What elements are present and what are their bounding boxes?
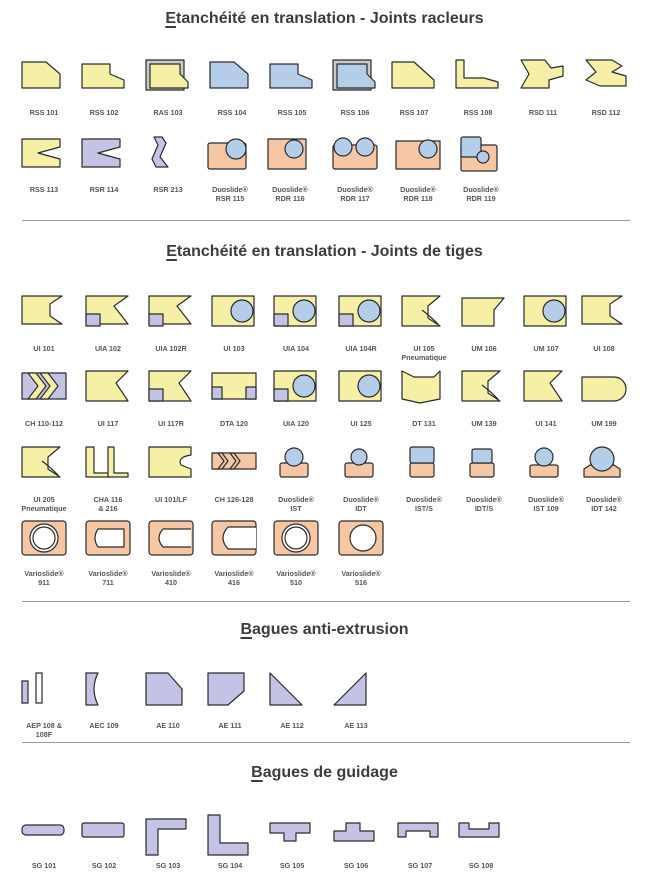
label-line-1: Varioslide® — [214, 569, 254, 578]
profile-shape-icon — [84, 519, 132, 563]
profile-anti-2 — [144, 671, 208, 715]
profile-racleurs-16 — [394, 135, 458, 179]
profile-racleurs-7 — [454, 58, 518, 102]
profile-shape-icon — [400, 294, 448, 338]
label-line-1: Duoslide® — [463, 185, 499, 194]
profile-guidage-0 — [20, 813, 84, 857]
label-line-1: UM 139 — [471, 419, 497, 428]
profile-tiges-9 — [580, 294, 644, 338]
profile-anti-5 — [332, 671, 396, 715]
label-line-2: RDR 118 — [403, 194, 433, 203]
profile-tiges-10 — [20, 369, 84, 413]
label-line-1: CHA 116 — [93, 495, 123, 504]
profile-shape-icon — [272, 369, 320, 413]
divider — [22, 742, 630, 743]
label-line-1: RSS 102 — [89, 108, 119, 117]
label-line-1: UI 101 — [33, 344, 55, 353]
label-line-1: RSD 111 — [528, 108, 558, 117]
label-line-2: Pneumatique — [21, 504, 67, 513]
profile-tiges-28 — [522, 445, 586, 489]
label-line-1: Varioslide® — [24, 569, 64, 578]
profile-guidage-1 — [80, 813, 144, 857]
profile-tiges-0 — [20, 294, 84, 338]
label-line-1: SG 106 — [343, 861, 369, 870]
profile-shape-icon — [400, 369, 448, 413]
profile-racleurs-4 — [268, 58, 332, 102]
profile-label — [441, 185, 521, 203]
label-line-1: Duoslide® — [212, 185, 248, 194]
profile-guidage-4 — [268, 813, 332, 857]
label-line-1: UI 105 — [413, 344, 435, 353]
profile-shape-icon — [519, 58, 567, 102]
profile-tiges-1 — [84, 294, 148, 338]
label-line-2: 108F — [35, 730, 53, 739]
label-line-1: UI 141 — [535, 419, 557, 428]
label-line-2: RDR 116 — [275, 194, 305, 203]
section-title-anti-extrusion: Bagues anti-extrusion — [240, 621, 409, 638]
profile-tiges-25 — [337, 445, 401, 489]
label-line-1: AE 111 — [218, 721, 242, 730]
profile-shape-icon — [210, 445, 258, 489]
label-line-1: SG 102 — [91, 861, 117, 870]
profile-tiges-24 — [272, 445, 336, 489]
label-line-1: UI 101/LF — [155, 495, 187, 504]
label-line-1: SG 104 — [217, 861, 243, 870]
profile-shape-icon — [20, 369, 68, 413]
profile-shape-icon — [208, 58, 256, 102]
profile-shape-icon — [580, 445, 628, 489]
profile-racleurs-3 — [208, 58, 272, 102]
label-line-1: SG 101 — [31, 861, 57, 870]
profile-shape-icon — [80, 671, 128, 715]
label-line-2: 711 — [102, 578, 114, 587]
label-line-1: SG 103 — [155, 861, 181, 870]
profile-shape-icon — [580, 294, 628, 338]
profile-racleurs-9 — [582, 58, 646, 102]
profile-shape-icon — [337, 519, 385, 563]
profile-shape-icon — [457, 135, 505, 179]
profile-anti-4 — [268, 671, 332, 715]
profile-shape-icon — [268, 671, 316, 715]
profile-shape-icon — [272, 519, 320, 563]
profile-shape-icon — [272, 294, 320, 338]
profile-shape-icon — [460, 294, 508, 338]
label-line-1: CH 126-128 — [214, 495, 254, 504]
profile-label — [321, 569, 401, 587]
profile-tiges-31 — [84, 519, 148, 563]
profile-tiges-4 — [272, 294, 336, 338]
profile-shape-icon — [84, 369, 132, 413]
label-line-2: 516 — [355, 578, 367, 587]
profile-racleurs-8 — [519, 58, 583, 102]
profile-racleurs-12 — [144, 135, 208, 179]
profile-shape-icon — [337, 294, 385, 338]
profile-racleurs-5 — [331, 58, 395, 102]
label-line-1: Duoslide® — [406, 495, 442, 504]
label-line-1: RSR 114 — [89, 185, 119, 194]
profile-shape-icon — [400, 445, 448, 489]
label-line-1: RSS 113 — [29, 185, 59, 194]
profile-tiges-22 — [147, 445, 211, 489]
profile-shape-icon — [80, 135, 128, 179]
profile-guidage-2 — [144, 813, 208, 857]
profile-tiges-23 — [210, 445, 274, 489]
label-line-1: UI 103 — [223, 344, 245, 353]
profile-shape-icon — [144, 58, 192, 102]
profile-tiges-17 — [460, 369, 524, 413]
profile-shape-icon — [84, 294, 132, 338]
profile-tiges-20 — [20, 445, 84, 489]
profile-tiges-32 — [147, 519, 211, 563]
profile-shape-icon — [147, 369, 195, 413]
profile-racleurs-15 — [331, 135, 395, 179]
profile-shape-icon — [460, 445, 508, 489]
profile-tiges-14 — [272, 369, 336, 413]
label-line-2: 510 — [290, 578, 302, 587]
label-line-1: UM 199 — [591, 419, 617, 428]
label-line-2: 911 — [38, 578, 50, 587]
label-line-2: IST 109 — [533, 504, 559, 513]
label-line-1: UI 108 — [593, 344, 615, 353]
label-line-1: Duoslide® — [400, 185, 436, 194]
profile-shape-icon — [147, 519, 195, 563]
label-line-1: Varioslide® — [276, 569, 316, 578]
label-line-1: Duoslide® — [343, 495, 379, 504]
label-line-1: Duoslide® — [586, 495, 622, 504]
profile-shape-icon — [80, 813, 128, 857]
label-line-1: Varioslide® — [151, 569, 191, 578]
profile-shape-icon — [522, 369, 570, 413]
label-line-1: UIA 104 — [282, 344, 310, 353]
profile-label — [441, 861, 521, 870]
label-line-1: UM 106 — [471, 344, 497, 353]
label-line-1: Duoslide® — [272, 185, 308, 194]
label-line-1: AE 112 — [280, 721, 304, 730]
profile-tiges-3 — [210, 294, 274, 338]
profile-anti-0 — [20, 671, 84, 715]
profile-shape-icon — [337, 445, 385, 489]
label-line-1: Duoslide® — [466, 495, 502, 504]
profile-shape-icon — [522, 294, 570, 338]
section-title-racleurs: Etanchéité en translation - Joints racleurs — [165, 10, 484, 27]
profile-shape-icon — [206, 135, 254, 179]
label-line-1: SG 108 — [468, 861, 494, 870]
profile-shape-icon — [454, 58, 502, 102]
label-line-1: SG 107 — [407, 861, 433, 870]
profile-shape-icon — [20, 135, 68, 179]
profile-tiges-5 — [337, 294, 401, 338]
label-line-1: Varioslide® — [341, 569, 381, 578]
profile-tiges-29 — [580, 445, 644, 489]
profile-shape-icon — [144, 135, 192, 179]
profile-label — [564, 495, 644, 513]
profile-label — [564, 419, 644, 428]
label-line-2: 416 — [228, 578, 240, 587]
profile-racleurs-2 — [144, 58, 208, 102]
label-line-1: RSS 104 — [217, 108, 247, 117]
label-line-1: Duoslide® — [278, 495, 314, 504]
profile-label — [316, 721, 396, 730]
profile-tiges-19 — [580, 369, 644, 413]
profile-shape-icon — [147, 445, 195, 489]
profile-label — [566, 108, 646, 117]
profile-shape-icon — [580, 369, 628, 413]
profile-tiges-11 — [84, 369, 148, 413]
profile-shape-icon — [331, 135, 379, 179]
profile-tiges-27 — [460, 445, 524, 489]
label-line-2: IDT 142 — [591, 504, 617, 513]
profile-shape-icon — [332, 671, 380, 715]
label-line-1: RSS 101 — [29, 108, 59, 117]
profile-shape-icon — [582, 58, 630, 102]
label-line-2: RDR 119 — [466, 194, 496, 203]
profile-guidage-6 — [396, 813, 460, 857]
label-line-1: UIA 104R — [345, 344, 377, 353]
profile-racleurs-13 — [206, 135, 270, 179]
profile-shape-icon — [80, 58, 128, 102]
profile-shape-icon — [20, 445, 68, 489]
label-line-1: UI 117 — [97, 419, 119, 428]
divider — [22, 601, 630, 602]
label-line-1: UI 117R — [158, 419, 184, 428]
label-line-1: AE 110 — [156, 721, 180, 730]
label-line-1: UI 205 — [33, 495, 55, 504]
label-line-2: IDT/S — [474, 504, 494, 513]
profile-shape-icon — [206, 671, 254, 715]
profile-guidage-5 — [332, 813, 396, 857]
label-line-1: RSS 105 — [277, 108, 307, 117]
profile-tiges-16 — [400, 369, 464, 413]
profile-shape-icon — [268, 813, 316, 857]
label-line-1: DTA 120 — [220, 419, 248, 428]
profile-shape-icon — [390, 58, 438, 102]
label-line-2: RDR 117 — [340, 194, 370, 203]
divider — [22, 220, 630, 221]
label-line-1: RSR 213 — [153, 185, 183, 194]
profile-shape-icon — [266, 135, 314, 179]
profile-anti-3 — [206, 671, 270, 715]
profile-shape-icon — [210, 519, 258, 563]
profile-shape-icon — [396, 813, 444, 857]
profile-shape-icon — [144, 813, 192, 857]
label-line-1: AE 113 — [344, 721, 368, 730]
profile-tiges-15 — [337, 369, 401, 413]
label-line-1: UIA 102 — [94, 344, 122, 353]
profile-shape-icon — [457, 813, 505, 857]
profile-racleurs-17 — [457, 135, 521, 179]
label-line-2: IDT — [355, 504, 367, 513]
profile-shape-icon — [206, 813, 254, 857]
profile-shape-icon — [20, 519, 68, 563]
label-line-2: Pneumatique — [401, 353, 447, 362]
label-line-1: RAS 103 — [153, 108, 183, 117]
profile-label — [564, 344, 644, 353]
label-line-1: UI 125 — [350, 419, 372, 428]
label-line-1: Duoslide® — [337, 185, 373, 194]
profile-shape-icon — [147, 294, 195, 338]
label-line-1: UIA 102R — [155, 344, 187, 353]
profile-shape-icon — [20, 58, 68, 102]
section-title-tiges: Etanchéité en translation - Joints de tiges — [166, 243, 483, 260]
profile-tiges-30 — [20, 519, 84, 563]
profile-tiges-34 — [272, 519, 336, 563]
profile-tiges-7 — [460, 294, 524, 338]
label-line-1: SG 105 — [279, 861, 305, 870]
profile-shape-icon — [144, 671, 192, 715]
profile-shape-icon — [20, 671, 68, 715]
label-line-1: RSS 107 — [399, 108, 429, 117]
profile-tiges-18 — [522, 369, 586, 413]
label-line-1: RSS 106 — [340, 108, 370, 117]
profile-tiges-6 — [400, 294, 464, 338]
profile-tiges-26 — [400, 445, 464, 489]
profile-racleurs-6 — [390, 58, 454, 102]
profile-shape-icon — [210, 369, 258, 413]
profile-tiges-33 — [210, 519, 274, 563]
profile-shape-icon — [20, 294, 68, 338]
section-title-guidage: Bagues de guidage — [251, 764, 398, 781]
profile-shape-icon — [84, 445, 132, 489]
profile-tiges-12 — [147, 369, 211, 413]
label-line-1: DT 131 — [412, 419, 436, 428]
label-line-2: IST — [290, 504, 302, 513]
profile-shape-icon — [210, 294, 258, 338]
profile-tiges-8 — [522, 294, 586, 338]
profile-tiges-21 — [84, 445, 148, 489]
profile-racleurs-10 — [20, 135, 84, 179]
profile-racleurs-0 — [20, 58, 84, 102]
label-line-1: Varioslide® — [88, 569, 128, 578]
profile-shape-icon — [268, 58, 316, 102]
label-line-1: RSS 108 — [463, 108, 493, 117]
label-line-2: RSR 115 — [215, 194, 245, 203]
profile-racleurs-11 — [80, 135, 144, 179]
profile-racleurs-14 — [266, 135, 330, 179]
profile-shape-icon — [394, 135, 442, 179]
label-line-2: & 216 — [98, 504, 118, 513]
profile-racleurs-1 — [80, 58, 144, 102]
label-line-1: RSD 112 — [591, 108, 621, 117]
profile-guidage-3 — [206, 813, 270, 857]
profile-tiges-13 — [210, 369, 274, 413]
profile-shape-icon — [460, 369, 508, 413]
label-line-1: UIA 120 — [282, 419, 310, 428]
profile-anti-1 — [80, 671, 144, 715]
profile-shape-icon — [522, 445, 570, 489]
label-line-2: 410 — [165, 578, 177, 587]
profile-tiges-2 — [147, 294, 211, 338]
label-line-1: UM 107 — [533, 344, 559, 353]
label-line-1: AEC 109 — [89, 721, 119, 730]
profile-shape-icon — [332, 813, 380, 857]
label-line-2: IST/S — [415, 504, 433, 513]
label-line-1: Duoslide® — [528, 495, 564, 504]
profile-shape-icon — [20, 813, 68, 857]
label-line-1: CH 110-112 — [25, 419, 63, 428]
profile-guidage-7 — [457, 813, 521, 857]
profile-shape-icon — [337, 369, 385, 413]
profile-shape-icon — [272, 445, 320, 489]
profile-tiges-35 — [337, 519, 401, 563]
profile-shape-icon — [331, 58, 379, 102]
label-line-1: AEP 108 & — [26, 721, 62, 730]
